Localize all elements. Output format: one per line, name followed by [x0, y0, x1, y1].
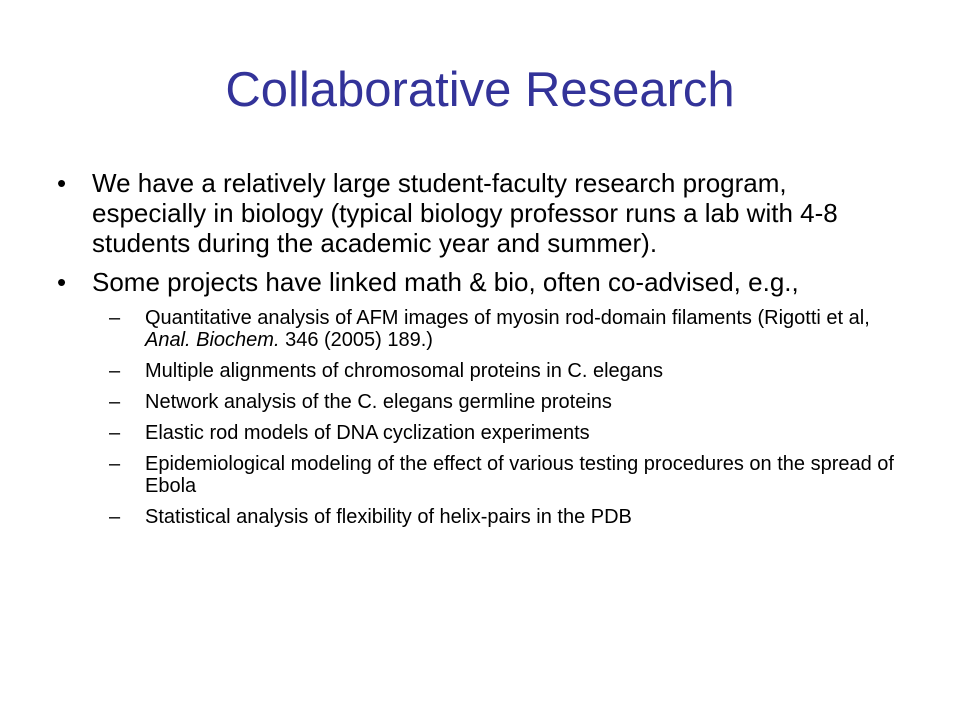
sub-bullet-network-analysis: – Network analysis of the C. elegans germline proteins: [92, 391, 907, 413]
sub-bullet-epidemiological: – Epidemiological modeling of the effect of various testing procedures on the spread of Ebola: [92, 453, 907, 497]
sub-bullet-alignments: – Multiple alignments of chromosomal proteins in C. elegans: [92, 360, 907, 382]
sub-bullet-text: 346 (2005) 189.): [279, 329, 433, 351]
slide-title: Collaborative Research: [225, 63, 735, 117]
bullet-list: [57, 168, 907, 537]
bullet-item-math-bio-projects: [57, 267, 907, 528]
sub-bullet-elastic-rod: – Elastic rod models of DNA cyclization experiments: [92, 422, 907, 444]
sub-bullet-list: [92, 307, 907, 528]
sub-bullet-afm-analysis: [92, 307, 907, 351]
sub-bullet-text: Quantitative analysis of AFM images of myosin rod-domain filaments (Rigotti et al,: [145, 307, 870, 329]
sub-bullet-statistical: – Statistical analysis of flexibility of helix-pairs in the PDB: [92, 506, 907, 528]
bullet-item-research-program: [57, 168, 907, 258]
journal-name: Anal. Biochem.: [145, 329, 280, 351]
bullet-text: We have a relatively large student-faculty research program, especially in biology (typical biology professor runs a lab with 4-8 students during the academic year and summer).: [92, 168, 838, 258]
bullet-text: Some projects have linked math & bio, often co-advised, e.g.,: [92, 267, 799, 297]
